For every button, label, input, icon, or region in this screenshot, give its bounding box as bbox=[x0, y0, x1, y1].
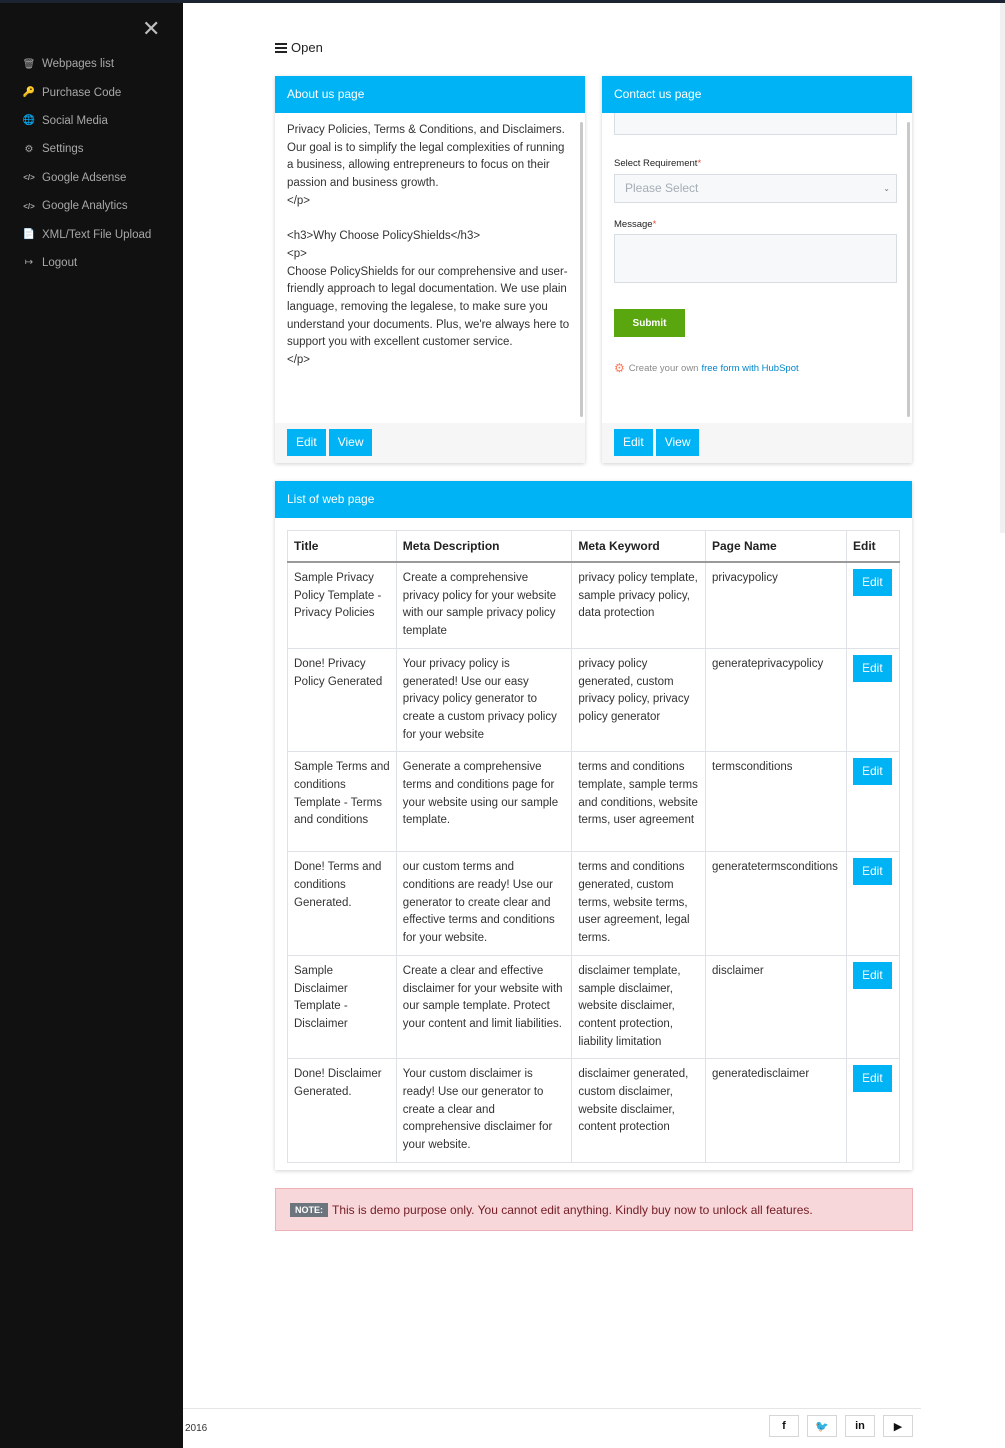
social-links bbox=[769, 1415, 913, 1437]
hubspot-credit bbox=[614, 361, 799, 375]
sidebar-item-xml-text-file-upload[interactable] bbox=[0, 220, 183, 248]
table-row bbox=[288, 852, 900, 956]
column-header: Meta Keyword bbox=[572, 531, 706, 563]
cell-description: Create a comprehensive privacy policy for your website with our sample privacy policy template bbox=[396, 562, 572, 648]
hubspot-icon: ⚙ bbox=[614, 361, 625, 375]
hamburger-icon bbox=[275, 41, 287, 55]
table-row bbox=[288, 752, 900, 852]
note-text: This is demo purpose only. You cannot edit anything. Kindly buy now to unlock all features. bbox=[332, 1202, 813, 1217]
sidebar-item-label: Webpages list bbox=[42, 58, 115, 71]
table-row bbox=[288, 1059, 900, 1163]
sidebar-item-social-media[interactable] bbox=[0, 107, 183, 135]
cell-title: Sample Disclaimer Template - Disclaimer bbox=[288, 955, 397, 1059]
contact-edit-button[interactable]: Edit bbox=[614, 429, 653, 456]
cell-title: Done! Terms and conditions Generated. bbox=[288, 852, 397, 956]
column-header: Title bbox=[288, 531, 397, 563]
globe-icon: 🌐 bbox=[22, 115, 36, 127]
cell-title: Sample Terms and conditions Template - Terms and conditions bbox=[288, 752, 397, 852]
cell-page: generateprivacypolicy bbox=[706, 648, 847, 752]
cell-edit bbox=[846, 752, 899, 852]
cell-page: termsconditions bbox=[706, 752, 847, 852]
youtube-icon[interactable]: ▶ bbox=[883, 1415, 913, 1437]
cell-title: Done! Disclaimer Generated. bbox=[288, 1059, 397, 1163]
row-edit-button[interactable]: Edit bbox=[853, 858, 892, 885]
sidebar-item-settings[interactable] bbox=[0, 135, 183, 163]
submit-button[interactable]: Submit bbox=[614, 309, 685, 337]
code-icon: </> bbox=[23, 201, 35, 211]
requirement-label: Select Requirement* bbox=[614, 158, 702, 169]
cell-description: Your custom disclaimer is ready! Use our generator to create a clear and comprehensive disclaimer for your website. bbox=[396, 1059, 572, 1163]
open-menu-button[interactable] bbox=[275, 40, 323, 55]
about-card bbox=[275, 76, 585, 463]
sidebar-item-label: Purchase Code bbox=[42, 86, 122, 99]
close-icon[interactable]: ✕ bbox=[142, 16, 161, 41]
about-edit-button[interactable]: Edit bbox=[287, 429, 326, 456]
sidebar-item-google-adsense[interactable] bbox=[0, 164, 183, 192]
sidebar-menu bbox=[0, 50, 183, 277]
contact-view-button[interactable]: View bbox=[656, 429, 700, 456]
table-row bbox=[288, 648, 900, 752]
form-field-input[interactable] bbox=[614, 113, 897, 135]
cell-description: Your privacy policy is generated! Use our easy privacy policy generator to create a custom privacy policy for your website bbox=[396, 648, 572, 752]
contact-scrollbar[interactable] bbox=[907, 122, 910, 417]
webpage-list-card bbox=[275, 481, 912, 1170]
cell-keyword: privacy policy template, sample privacy policy, data protection bbox=[572, 562, 706, 648]
demo-note bbox=[275, 1188, 913, 1231]
about-card-title: About us page bbox=[275, 76, 585, 113]
column-header: Edit bbox=[846, 531, 899, 563]
cell-description: our custom terms and conditions are ready! Use our generator to create clear and effective terms and conditions for your website. bbox=[396, 852, 572, 956]
sidebar-item-logout[interactable] bbox=[0, 249, 183, 277]
about-card-footer bbox=[275, 423, 585, 463]
cell-description: Create a clear and effective disclaimer for your website with our sample template. Protect your content and limit liabilities. bbox=[396, 955, 572, 1059]
key-icon: 🔑 bbox=[22, 87, 36, 99]
trash-icon: 🗑 bbox=[22, 58, 36, 70]
cell-description: Generate a comprehensive terms and conditions page for your website using our sample template. bbox=[396, 752, 572, 852]
linkedin-icon[interactable]: in bbox=[845, 1415, 875, 1437]
main-content bbox=[183, 3, 1005, 1448]
sidebar-item-purchase-code[interactable] bbox=[0, 78, 183, 106]
column-header: Meta Description bbox=[396, 531, 572, 563]
note-badge: NOTE: bbox=[290, 1203, 328, 1217]
hubspot-text: Create your own bbox=[628, 362, 699, 374]
cell-keyword: terms and conditions generated, custom terms, website terms, user agreement, legal terms. bbox=[572, 852, 706, 956]
facebook-icon[interactable]: f bbox=[769, 1415, 799, 1437]
table-body bbox=[288, 562, 900, 1162]
contact-form bbox=[602, 113, 912, 419]
cell-edit bbox=[846, 1059, 899, 1163]
about-view-button[interactable]: View bbox=[329, 429, 373, 456]
requirement-select-value: Please Select bbox=[625, 181, 699, 195]
row-edit-button[interactable]: Edit bbox=[853, 962, 892, 989]
webpage-table bbox=[287, 530, 900, 1163]
table-row bbox=[288, 562, 900, 648]
about-content: Privacy Policies, Terms & Conditions, and Disclaimers. Our goal is to simplify the legal complexities of running a business, allowing entrepreneurs to focus on their passion and business growth. </p> <h3>Why Choose PolicyShields</h3> <p> Choose PolicyShields for our comprehensive and user-friendly approach to legal documentation. We use plain language, removing the legalese, to make sure you understand your documents. Plus, we're always here to support you with excellent customer service. </p> bbox=[287, 124, 570, 367]
cogs-icon: ⚙ bbox=[24, 143, 34, 155]
message-label: Message* bbox=[614, 219, 657, 230]
column-header: Page Name bbox=[706, 531, 847, 563]
sidebar-item-google-analytics[interactable] bbox=[0, 192, 183, 220]
code-icon: </> bbox=[23, 173, 35, 183]
cell-keyword: disclaimer template, sample disclaimer, website disclaimer, content protection, liability limitation bbox=[572, 955, 706, 1059]
row-edit-button[interactable]: Edit bbox=[853, 1065, 892, 1092]
cell-edit bbox=[846, 562, 899, 648]
requirement-select[interactable] bbox=[614, 174, 897, 203]
open-label: Open bbox=[291, 40, 323, 55]
message-textarea[interactable] bbox=[614, 234, 897, 283]
sidebar-item-label: XML/Text File Upload bbox=[42, 228, 152, 241]
hubspot-link[interactable]: free form with HubSpot bbox=[701, 362, 799, 374]
sidebar-item-label: Logout bbox=[42, 256, 78, 269]
row-edit-button[interactable]: Edit bbox=[853, 569, 892, 596]
contact-card bbox=[602, 76, 912, 463]
sidebar bbox=[0, 3, 183, 1448]
cell-edit bbox=[846, 648, 899, 752]
cell-keyword: disclaimer generated, custom disclaimer, website disclaimer, content protection bbox=[572, 1059, 706, 1163]
about-scrollbar[interactable] bbox=[580, 122, 583, 417]
sidebar-item-webpages-list[interactable] bbox=[0, 50, 183, 78]
sidebar-item-label: Social Media bbox=[42, 114, 108, 127]
footer-year: 2016 bbox=[185, 1423, 208, 1434]
footer-divider bbox=[183, 1408, 921, 1409]
sidebar-item-label: Google Adsense bbox=[42, 171, 127, 184]
contact-card-title: Contact us page bbox=[602, 76, 912, 113]
sidebar-item-label: Google Analytics bbox=[42, 200, 128, 213]
row-edit-button[interactable]: Edit bbox=[853, 655, 892, 682]
cell-page: privacypolicy bbox=[706, 562, 847, 648]
cell-keyword: privacy policy generated, custom privacy policy, privacy policy generator bbox=[572, 648, 706, 752]
cell-title: Done! Privacy Policy Generated bbox=[288, 648, 397, 752]
file-icon: 📄 bbox=[22, 229, 36, 241]
sidebar-item-label: Settings bbox=[42, 143, 84, 156]
webpage-list-title: List of web page bbox=[275, 481, 912, 518]
row-edit-button[interactable]: Edit bbox=[853, 758, 892, 785]
cell-title: Sample Privacy Policy Template - Privacy Policies bbox=[288, 562, 397, 648]
chevron-down-icon: ⌄ bbox=[883, 184, 890, 193]
cell-keyword: terms and conditions template, sample terms and conditions, website terms, user agreement bbox=[572, 752, 706, 852]
table-row bbox=[288, 955, 900, 1059]
cell-edit bbox=[846, 955, 899, 1059]
cell-page: disclaimer bbox=[706, 955, 847, 1059]
sign-out-icon: ↦ bbox=[24, 257, 34, 269]
cell-page: generatetermsconditions bbox=[706, 852, 847, 956]
contact-card-footer bbox=[602, 423, 912, 463]
table-header-row bbox=[288, 531, 900, 563]
twitter-icon[interactable]: 🐦 bbox=[807, 1415, 837, 1437]
cell-page: generatedisclaimer bbox=[706, 1059, 847, 1163]
cell-edit bbox=[846, 852, 899, 956]
